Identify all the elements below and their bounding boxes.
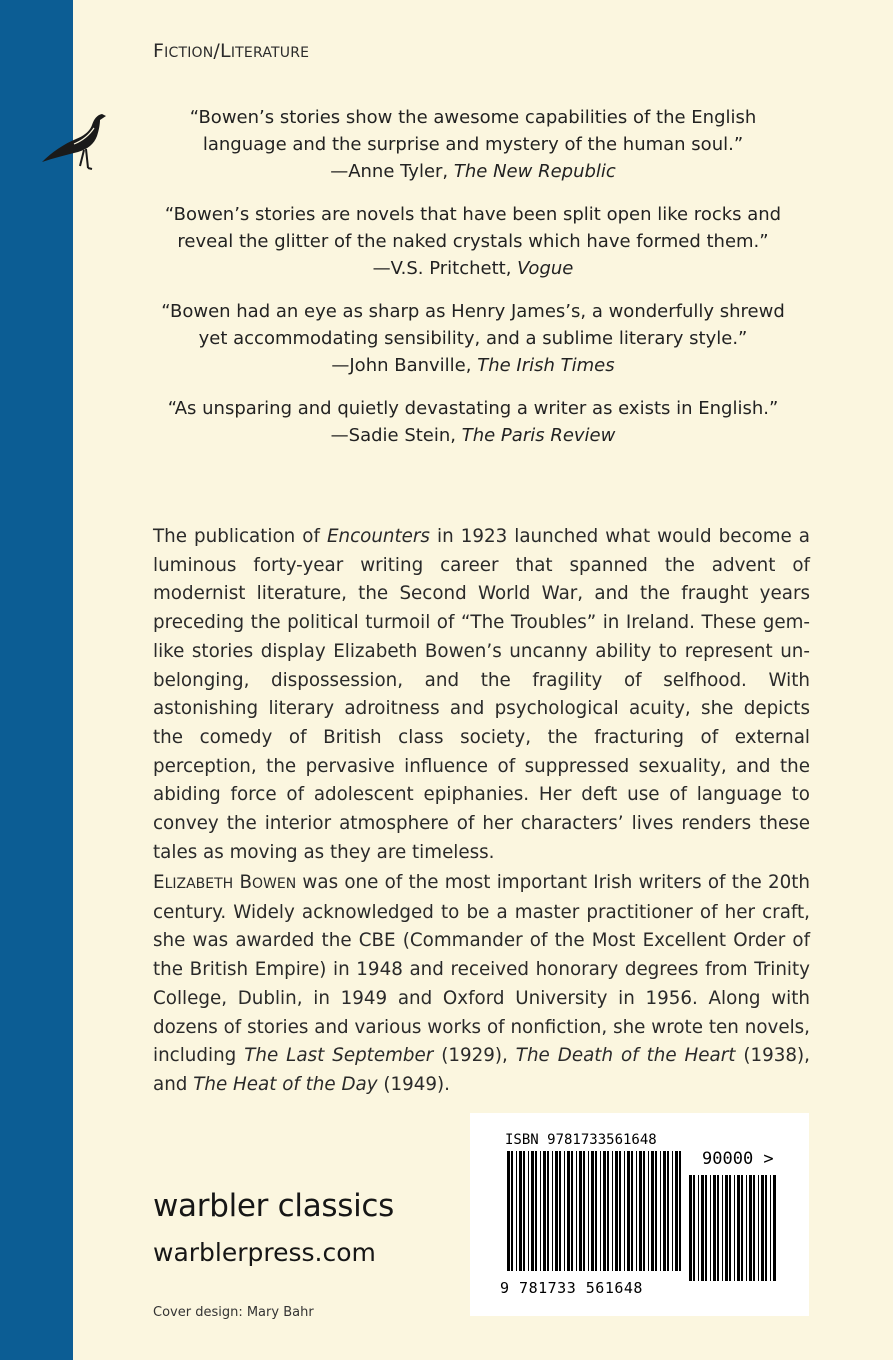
isbn-barcode bbox=[470, 1113, 809, 1316]
barcode-bar bbox=[543, 1151, 546, 1271]
barcode-bar bbox=[540, 1151, 541, 1271]
barcode-bar bbox=[749, 1175, 752, 1281]
barcode-bar bbox=[531, 1151, 534, 1271]
barcode-bar bbox=[516, 1151, 517, 1271]
barcode-bar bbox=[511, 1151, 513, 1271]
barcode-bar bbox=[705, 1175, 707, 1281]
review-quote: “Bowen had an eye as sharp as Henry James’s, a wonderfully shrewd yet accommodating sensibility, and a sublime literary style.” —John Banville, The Irish Times bbox=[153, 298, 793, 379]
barcode-bar bbox=[627, 1151, 630, 1271]
barcode-bar bbox=[571, 1151, 573, 1271]
barcode-bar bbox=[765, 1175, 767, 1281]
barcode-bar bbox=[576, 1151, 577, 1271]
barcode-bar bbox=[737, 1175, 740, 1281]
barcode-bar bbox=[643, 1151, 645, 1271]
barcode-bar bbox=[667, 1151, 669, 1271]
warbler-bird-icon bbox=[40, 108, 110, 178]
barcode-bar bbox=[648, 1151, 649, 1271]
barcode-bar bbox=[761, 1175, 764, 1281]
barcode-bar bbox=[698, 1175, 699, 1281]
barcode-bar bbox=[567, 1151, 570, 1271]
barcode-bar bbox=[651, 1151, 654, 1271]
barcode-bar bbox=[753, 1175, 755, 1281]
barcode-bar bbox=[523, 1151, 525, 1271]
barcode-bar bbox=[689, 1175, 692, 1281]
barcode-bar bbox=[693, 1175, 695, 1281]
barcode-bar bbox=[519, 1151, 522, 1271]
barcode-bar bbox=[588, 1151, 589, 1271]
barcode-bar bbox=[660, 1151, 661, 1271]
barcode-bar bbox=[528, 1151, 529, 1271]
barcode-bar bbox=[591, 1151, 594, 1271]
barcode-bar bbox=[679, 1151, 681, 1271]
barcode-bar bbox=[725, 1175, 728, 1281]
barcode-bar bbox=[619, 1151, 621, 1271]
barcode-bar bbox=[746, 1175, 747, 1281]
review-quote: “As unsparing and quietly devastating a writer as exists in English.” —Sadie Stein, The Paris Review bbox=[153, 395, 793, 449]
barcode-bar bbox=[713, 1175, 716, 1281]
barcode-bar bbox=[701, 1175, 704, 1281]
review-quote: “Bowen’s stories show the awesome capabilities of the English language and the surprise and mystery of the human soul.” —Anne Tyler, The New Republic bbox=[153, 104, 793, 185]
barcode-bar bbox=[729, 1175, 731, 1281]
barcode-bar bbox=[722, 1175, 723, 1281]
author-bio: ELIZABETH BOWEN was one of the most important Irish writers of the 20th century. Widely acknowledged to be a master practitioner of her craft, she was awarded the CBE (Commander of the Most Excellent Order of the British Empire) in 1948 and received honorary degrees from Trinity College, Dublin, in 1949 and Oxford University in 1956. Along with dozens of stories and various works of nonfiction, she wrote ten novels, including The Last September (1929), The Death of the Heart (1938), and The Heat of the Day (1949). bbox=[153, 872, 810, 1095]
barcode-bar bbox=[612, 1151, 613, 1271]
barcode-bar bbox=[607, 1151, 609, 1271]
isbn-label: ISBN 9781733561648 bbox=[505, 1132, 657, 1148]
barcode-bar bbox=[734, 1175, 735, 1281]
barcode-bar bbox=[655, 1151, 657, 1271]
barcode-bar bbox=[615, 1151, 618, 1271]
publisher-website: warblerpress.com bbox=[153, 1238, 376, 1267]
barcode-bar bbox=[564, 1151, 565, 1271]
barcode-bar bbox=[595, 1151, 597, 1271]
barcode-bar bbox=[555, 1151, 558, 1271]
isbn-digits: 9 781733 561648 bbox=[500, 1279, 643, 1297]
quote-attribution: —Anne Tyler, The New Republic bbox=[330, 161, 616, 182]
quote-attribution: —V.S. Pritchett, Vogue bbox=[372, 258, 574, 279]
barcode-bar bbox=[579, 1151, 582, 1271]
barcode-bar bbox=[770, 1175, 771, 1281]
spine-band bbox=[0, 0, 73, 1360]
book-description: The publication of Encounters in 1923 launched what would become a luminous forty-year writing career that spanned the advent of modernist literature, the Second World War, and the fraught years preceding the political turmoil of “The Troubles” in Ireland. These gem-like stories display Elizabeth Bowen’s uncanny ability to represent un-belonging, dispossession, and the fragility of selfhood. With astonishing literary adroitness and psychological acuity, she depicts the comedy of British class society, the fracturing of external perception, the pervasive influence of suppressed sexuality, and the abiding force of adolescent epiphanies. Her deft use of language to convey the interior atmosphere of her characters’ lives renders these tales as moving as they are timeless. bbox=[153, 526, 810, 863]
quote-attribution: —John Banville, The Irish Times bbox=[331, 355, 615, 376]
barcode-bar bbox=[631, 1151, 633, 1271]
barcode-bar bbox=[603, 1151, 606, 1271]
barcode-bar bbox=[639, 1151, 642, 1271]
barcode-bar bbox=[547, 1151, 549, 1271]
barcode-bar bbox=[552, 1151, 553, 1271]
cover-credit: Cover design: Mary Bahr bbox=[153, 1305, 314, 1320]
review-quote: “Bowen’s stories are novels that have been split open like rocks and reveal the glitter of the naked crystals which have formed them.” —V.S. Pritchett, Vogue bbox=[153, 201, 793, 282]
barcode-bar bbox=[583, 1151, 585, 1271]
barcode-bar bbox=[758, 1175, 759, 1281]
addon-barcode-bars bbox=[689, 1175, 779, 1281]
price-code: 90000 > bbox=[702, 1149, 774, 1169]
barcode-bar bbox=[741, 1175, 743, 1281]
barcode-bar bbox=[717, 1175, 719, 1281]
barcode-bar bbox=[663, 1151, 666, 1271]
quote-attribution: —Sadie Stein, The Paris Review bbox=[330, 425, 616, 446]
publisher-name: warbler classics bbox=[153, 1188, 395, 1224]
author-name: ELIZABETH BOWEN bbox=[153, 872, 297, 893]
barcode-bar bbox=[636, 1151, 637, 1271]
barcode-bar bbox=[507, 1151, 510, 1271]
barcode-bar bbox=[559, 1151, 561, 1271]
category-label: FICTION/LITERATURE bbox=[153, 40, 310, 62]
barcode-bar bbox=[600, 1151, 601, 1271]
barcode-bar bbox=[773, 1175, 776, 1281]
barcode-bar bbox=[535, 1151, 537, 1271]
barcode-bars bbox=[507, 1151, 683, 1283]
review-quotes bbox=[153, 104, 793, 465]
barcode-bar bbox=[710, 1175, 711, 1281]
barcode-bar bbox=[672, 1151, 673, 1271]
barcode-bar bbox=[675, 1151, 678, 1271]
barcode-bar bbox=[624, 1151, 625, 1271]
